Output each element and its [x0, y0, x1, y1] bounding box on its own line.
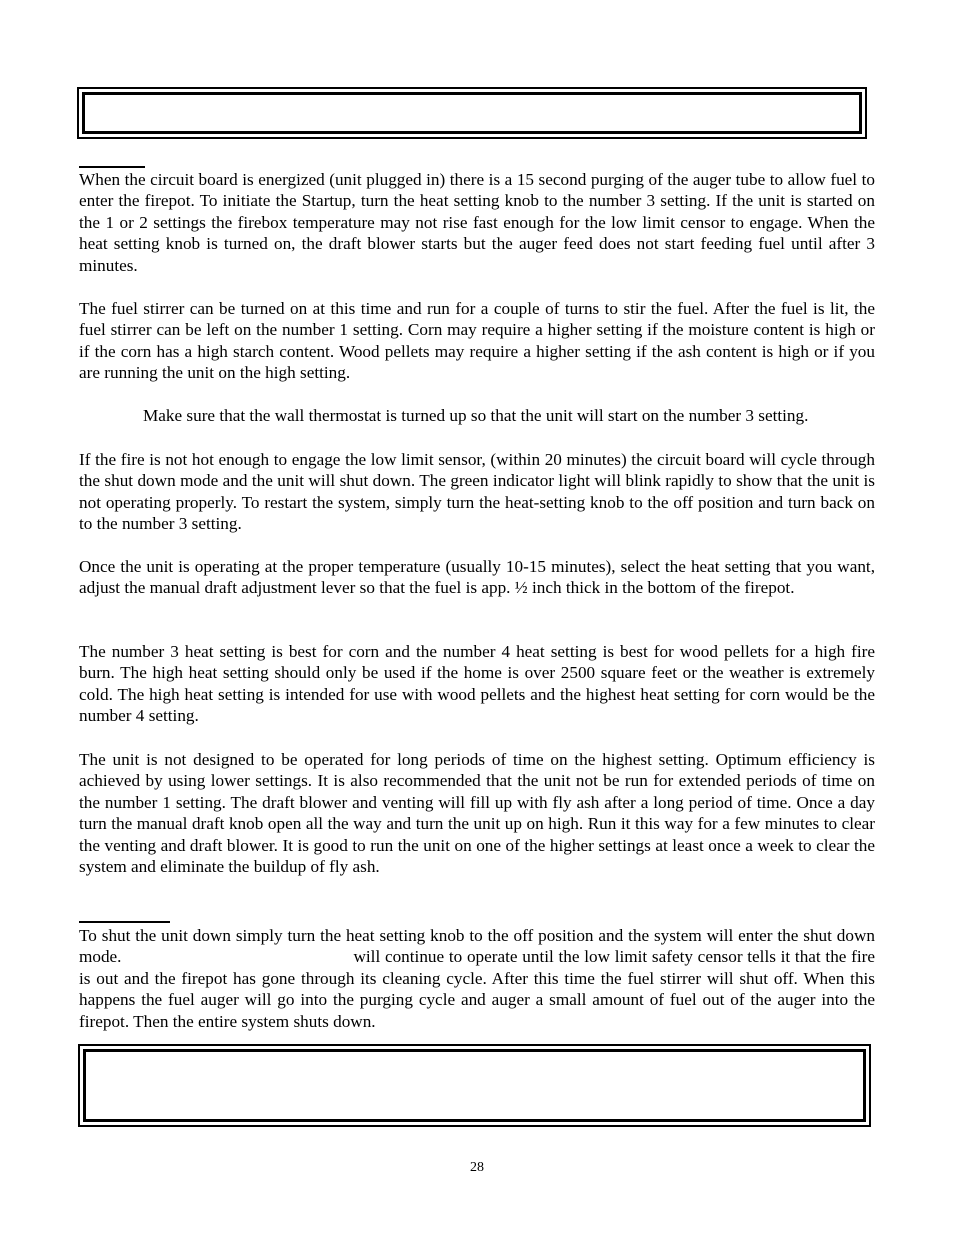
startup-paragraph-5: The number 3 heat setting is best for corn and the number 4 heat setting is best for wood pellets for a high fire burn. The high heat setting should only be used if the home is over 2500 square feet or the weather is extremely cold. The high heat setting is intended for use with wood pellets and the highest heat setting for corn would be the number 4 setting.: [79, 642, 875, 726]
shutdown-heading-underline: [79, 921, 170, 923]
startup-note: Make sure that the wall thermostat is turned up so that the unit will start on the number 3 setting.: [143, 406, 809, 425]
shutdown-text-part-1: To shut the unit down simply turn the heat setting knob to the off position and the system will enter the shut down mode.: [79, 926, 875, 967]
notice-box: [78, 1044, 871, 1127]
shutdown-text-part-2: will continue to operate until the low limit safety censor tells it that the fire is out and the firepot has gone through its cleaning cycle. After this time the fuel stirrer will shut off. When this happens the fuel auger will go into the purging cycle and auger a small amount of fuel out of the auger into the firepot. Then the entire system shuts down.: [79, 947, 875, 1031]
notice-box-inner-border: [83, 1049, 866, 1122]
startup-heading-underline: [79, 166, 145, 168]
section-title-box-inner-border: [82, 92, 862, 134]
page-number: 28: [470, 1160, 484, 1175]
shutdown-paragraph: [79, 925, 875, 1032]
startup-paragraph-4: Once the unit is operating at the proper temperature (usually 10-15 minutes), select the heat setting that you want, adjust the manual draft adjustment lever so that the fuel is app. ½ inch thick in the bottom of the firepot.: [79, 557, 875, 598]
startup-paragraph-2: The fuel stirrer can be turned on at this time and run for a couple of turns to stir the fuel. After the fuel is lit, the fuel stirrer can be left on the number 1 setting. Corn may require a higher setting if the moisture content is high or if the corn has a high starch content. Wood pellets may require a higher setting if the ash content is high or if you are running the unit on the high setting.: [79, 299, 875, 383]
startup-paragraph-6: The unit is not designed to be operated for long periods of time on the highest setting. Optimum efficiency is achieved by using lower settings. It is also recommended that the unit not be run for extended periods of time on the number 1 setting. The draft blower and venting will fill up with fly ash after a long period of time. Once a day turn the manual draft knob open all the way and turn the unit up on high. Run it this way for a few minutes to clear the venting and draft blower. It is good to run the unit on one of the higher settings at least once a week to clear the system and eliminate the buildup of fly ash.: [79, 750, 875, 877]
startup-paragraph-3: If the fire is not hot enough to engage the low limit sensor, (within 20 minutes) the circuit board will cycle through the shut down mode and the unit will shut down. The green indicator light will blink rapidly to show that the unit is not operating properly. To restart the system, simply turn the heat-setting knob to the off position and turn back on to the number 3 setting.: [79, 450, 875, 534]
section-title-box: [77, 87, 867, 139]
startup-paragraph-1: When the circuit board is energized (unit plugged in) there is a 15 second purging of the auger tube to allow fuel to enter the firepot. To initiate the Startup, turn the heat setting knob to the number 3 setting. If the unit is started on the 1 or 2 settings the firebox temperature may not rise fast enough for the low limit censor to engage. When the heat setting knob is turned on, the draft blower starts but the auger feed does not start feeding fuel until after 3 minutes.: [79, 170, 875, 275]
